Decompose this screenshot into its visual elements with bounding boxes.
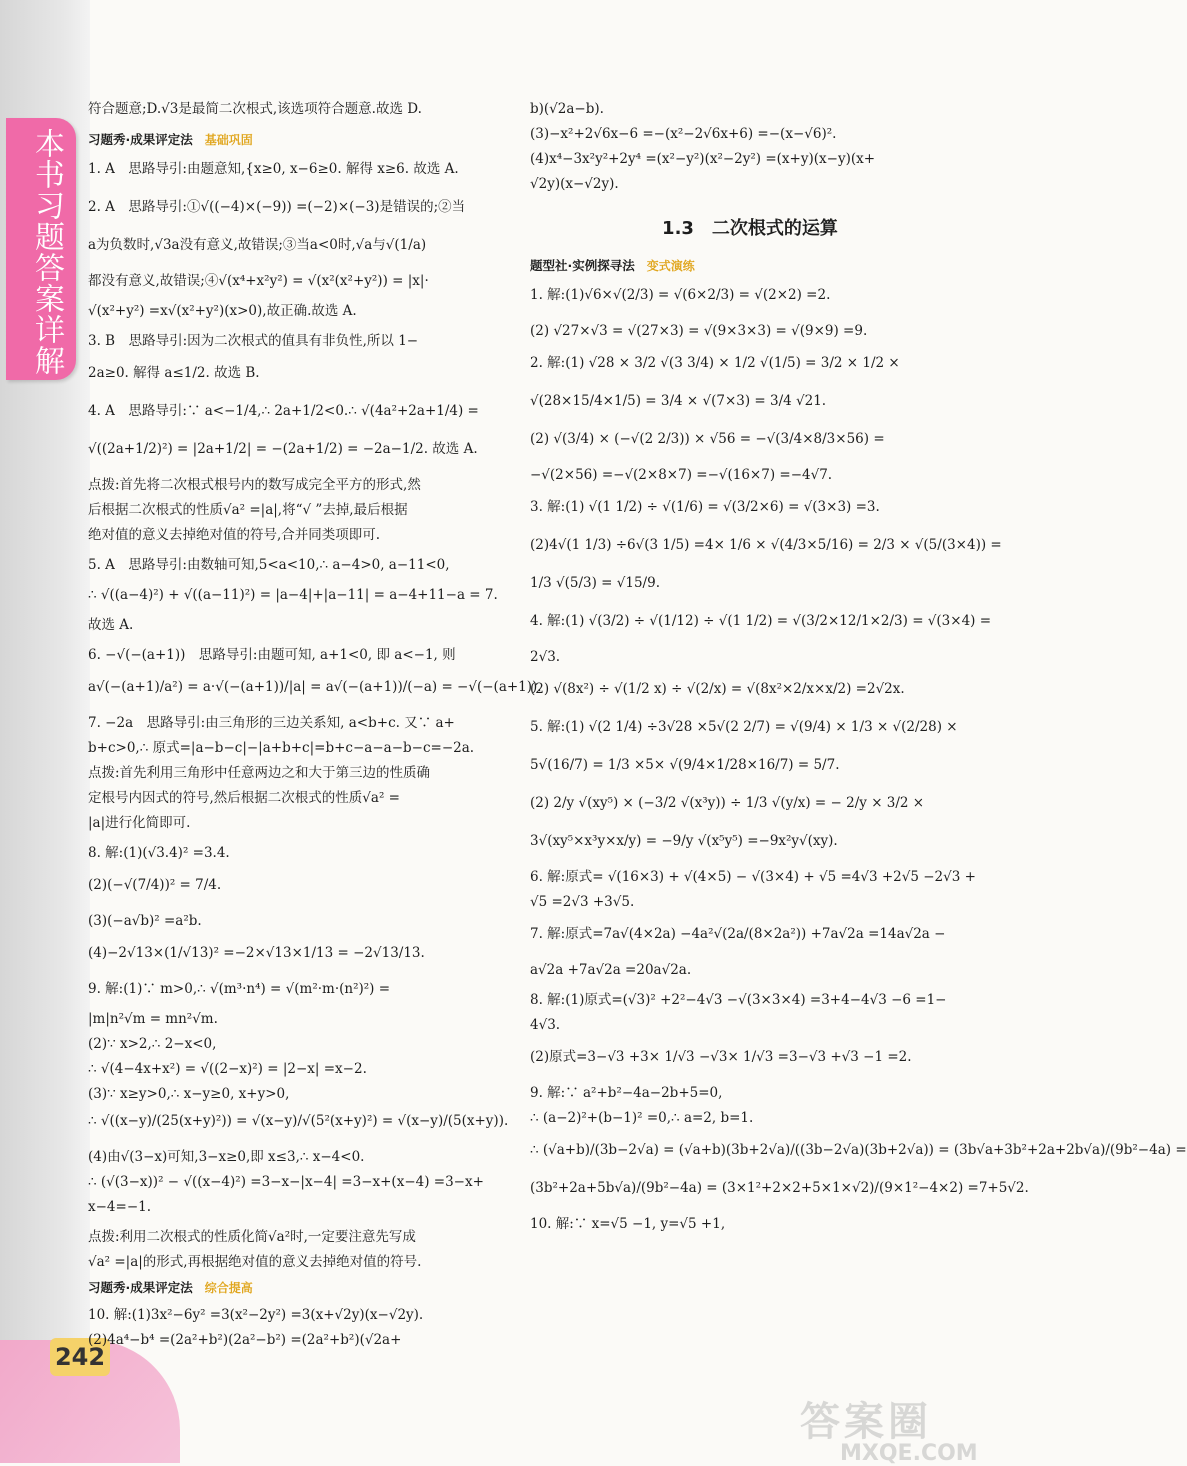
- tip-line: √a² =|a|的形式,再根据绝对值的意义去掉绝对值的符号.: [88, 1254, 422, 1270]
- tip-line: 点拨:利用二次根式的性质化简√a²时,一定要注意先写成: [88, 1229, 416, 1245]
- text-line: √2y)(x−√2y).: [530, 176, 619, 192]
- section-header-label: 习题秀·成果评定法: [88, 1280, 193, 1295]
- section-header: [88, 1278, 508, 1296]
- text-line: 4. 解:(1) √(3/2) ÷ √(1/12) ÷ √(1 1/2) = √(3/2×12/1×2/3) = √(3×4) =: [530, 613, 992, 629]
- text-line: (3)−x²+2√6x−6 =−(x²−2√6x+6) =−(x−√6)².: [530, 126, 837, 142]
- text-line: 3. 解:(1) √(1 1/2) ÷ √(1/6) = √(3/2×6) = √(3×3) =3.: [530, 499, 880, 515]
- text-line: √((2a+1/2)²) = |2a+1/2| = −(2a+1/2) = −2a−1/2. 故选 A.: [88, 441, 478, 457]
- text-line: √(28×15/4×1/5) = 3/4 × √(7×3) = 3/4 √21.: [530, 393, 827, 409]
- text-line: ∴ √((x−y)/(25(x+y)²)) = √(x−y)/√(5²(x+y)²) = √(x−y)/(5(x+y)).: [88, 1113, 509, 1129]
- text-line: 9. 解:∵ a²+b²−4a−2b+5=0,: [530, 1085, 723, 1101]
- sidebar-title: 本书习题答案详解: [29, 128, 64, 376]
- text-line: (2)4√(1 1/3) ÷6√(3 1/5) =4× 1/6 × √(4/3×5/16) = 2/3 × √(5/(3×4)) =: [530, 537, 1002, 553]
- tip-line: |a|进行化简即可.: [88, 815, 191, 831]
- text-line: 1/3 √(5/3) = √15/9.: [530, 575, 660, 591]
- text-line: (2) √(3/4) × (−√(2 2/3)) × √56 = −√(3/4×8/3×56) =: [530, 431, 885, 447]
- text-line: 3. B 思路导引:因为二次根式的值具有非负性,所以 1−: [88, 333, 419, 349]
- text-line: 5. 解:(1) √(2 1/4) ÷3√28 ×5√(2 2/7) = √(9/4) × 1/3 × √(2/28) ×: [530, 719, 958, 735]
- text-line: 8. 解:(1)(√3.4)² =3.4.: [88, 845, 230, 861]
- text-line: 符合题意;D.√3是最简二次根式,该选项符合题意.故选 D.: [88, 101, 422, 117]
- text-line: 10. 解:(1)3x²−6y² =3(x²−2y²) =3(x+√2y)(x−√2y).: [88, 1307, 424, 1323]
- text-line: (2) √27×√3 = √(27×3) = √(9×3×3) = √(9×9) =9.: [530, 323, 868, 339]
- watermark-line2: MXQE.COM: [840, 1441, 978, 1466]
- section-header-label: 题型社·实例探寻法: [530, 258, 635, 273]
- text-line: 6. −√(−(a+1)) 思路导引:由题可知, a+1<0, 即 a<−1, 则: [88, 647, 456, 663]
- text-line: 1. A 思路导引:由题意知,{x≥0, x−6≥0. 解得 x≥6. 故选 A.: [88, 161, 459, 177]
- section-tag: 综合提高: [204, 1281, 253, 1295]
- text-line: b)(√2a−b).: [530, 101, 604, 117]
- text-line: 8. 解:(1)原式=(√3)² +2²−4√3 −√(3×3×4) =3+4−4√3 −6 =1−: [530, 992, 947, 1008]
- text-line: 6. 解:原式= √(16×3) + √(4×5) − √(3×4) + √5 =4√3 +2√5 −2√3 +: [530, 869, 976, 885]
- section-header: [530, 256, 970, 274]
- text-line: (3)(−a√b)² =a²b.: [88, 913, 202, 929]
- text-line: −√(2×56) =−√(2×8×7) =−√(16×7) =−4√7.: [530, 467, 833, 483]
- text-line: (2) √(8x²) ÷ √(1/2 x) ÷ √(2/x) = √(8x²×2/x×x/2) =2√2x.: [530, 681, 905, 697]
- watermark-line1: 答案圈: [800, 1399, 932, 1445]
- left-column: [88, 100, 542, 1356]
- right-column: [530, 100, 1187, 1245]
- text-line: (4)x⁴−3x²y²+2y⁴ =(x²−y²)(x²−2y²) =(x+y)(x−y)(x+: [530, 151, 876, 167]
- watermark-logo: [800, 1390, 990, 1466]
- text-line: 2. 解:(1) √28 × 3/2 √(3 3/4) × 1/2 √(1/5) = 3/2 × 1/2 ×: [530, 355, 900, 371]
- text-line: a√(−(a+1)/a²) = a·√(−(a+1))/|a| = a√(−(a+1))/(−a) = −√(−(a+1)).: [88, 679, 542, 695]
- text-line: 5. A 思路导引:由数轴可知,5<a<10,∴ a−4>0, a−11<0,: [88, 557, 450, 573]
- text-line: √5 =2√3 +3√5.: [530, 894, 635, 910]
- text-line: ∴ (a−2)²+(b−1)² =0,∴ a=2, b=1.: [530, 1110, 754, 1126]
- text-line: 5√(16/7) = 1/3 ×5× √(9/4×1/28×16/7) = 5/7.: [530, 757, 840, 773]
- section-tag: 基础巩固: [204, 133, 253, 147]
- page-number: 242: [50, 1338, 110, 1376]
- section-title: 1.3 二次根式的运算: [662, 218, 838, 239]
- text-line: 3√(xy⁵×x³y×x/y) = −9/y √(x⁵y⁵) =−9x²y√(xy).: [530, 833, 838, 849]
- text-line: (2)原式=3−√3 +3× 1/√3 −√3× 1/√3 =3−√3 +√3 −1 =2.: [530, 1049, 912, 1065]
- text-line: 10. 解:∵ x=√5 −1, y=√5 +1,: [530, 1216, 726, 1232]
- text-line: 9. 解:(1)∵ m>0,∴ √(m³·n⁴) = √(m²·m·(n²)²) =: [88, 981, 391, 997]
- section-header-label: 习题秀·成果评定法: [88, 132, 193, 147]
- text-line: √(x²+y²) =x√(x²+y²)(x>0),故正确.故选 A.: [88, 303, 357, 319]
- text-line: 4√3.: [530, 1017, 561, 1033]
- text-line: 2√3.: [530, 649, 561, 665]
- tip-line: 定根号内因式的符号,然后根据二次根式的性质√a² =: [88, 790, 400, 806]
- section-tag: 变式演练: [646, 259, 695, 273]
- tip-line: 点拨:首先利用三角形中任意两边之和大于第三边的性质确: [88, 765, 431, 781]
- text-line: b+c>0,∴ 原式=|a−b−c|−|a+b+c|=b+c−a−a−b−c=−2a.: [88, 740, 475, 756]
- text-line: ∴ √((a−4)²) + √((a−11)²) = |a−4|+|a−11| = a−4+11−a = 7.: [88, 587, 498, 603]
- text-line: 都没有意义,故错误;④√(x⁴+x²y²) = √(x²(x²+y²)) = |x|·: [88, 273, 429, 289]
- text-line: ∴ (√a+b)/(3b−2√a) = (√a+b)(3b+2√a)/((3b−2√a)(3b+2√a)) = (3b√a+3b²+2a+2b√a)/(9b²−4a) =: [530, 1142, 1187, 1158]
- text-line: (3b²+2a+5b√a)/(9b²−4a) = (3×1²+2×2+5×1×√2)/(9×1²−4×2) =7+5√2.: [530, 1180, 1029, 1196]
- text-line: 故选 A.: [88, 617, 134, 633]
- text-line: 2a≥0. 解得 a≤1/2. 故选 B.: [88, 365, 260, 381]
- text-line: (4)−2√13×(1/√13)² =−2×√13×1/13 = −2√13/13.: [88, 945, 425, 961]
- text-line: (2)∵ x>2,∴ 2−x<0,: [88, 1036, 217, 1052]
- text-line: 1. 解:(1)√6×√(2/3) = √(6×2/3) = √(2×2) =2.: [530, 287, 831, 303]
- text-line: 2. A 思路导引:①√((−4)×(−9)) =(−2)×(−3)是错误的;②当: [88, 199, 466, 215]
- text-line: 4. A 思路导引:∵ a<−1/4,∴ 2a+1/2<0.∴ √(4a²+2a+1/4) =: [88, 403, 479, 419]
- tip-line: 点拨:首先将二次根式根号内的数写成完全平方的形式,然: [88, 477, 421, 493]
- text-line: (4)由√(3−x)可知,3−x≥0,即 x≤3,∴ x−4<0.: [88, 1149, 365, 1165]
- text-line: (2)(−√(7/4))² = 7/4.: [88, 877, 222, 893]
- text-line: (3)∵ x≥y>0,∴ x−y≥0, x+y>0,: [88, 1086, 290, 1102]
- text-line: x−4=−1.: [88, 1199, 152, 1215]
- tip-line: 后根据二次根式的性质√a² =|a|,将“√ ”去掉,最后根据: [88, 502, 408, 518]
- section-header: [88, 130, 508, 148]
- text-line: (2) 2/y √(xy⁵) × (−3/2 √(x³y)) ÷ 1/3 √(y/x) = − 2/y × 3/2 ×: [530, 795, 925, 811]
- text-line: ∴ (√(3−x))² − √((x−4)²) =3−x−|x−4| =3−x+(x−4) =3−x+: [88, 1174, 484, 1190]
- text-line: 7. −2a 思路导引:由三角形的三边关系知, a<b+c. 又∵ a+: [88, 715, 455, 731]
- text-line: 7. 解:原式=7a√(4×2a) −4a²√(2a/(8×2a²)) +7a√2a =14a√2a −: [530, 926, 946, 942]
- tip-line: 绝对值的意义去掉绝对值的符号,合并同类项即可.: [88, 527, 381, 543]
- text-line: |m|n²√m = mn²√m.: [88, 1011, 218, 1027]
- text-line: (2)4a⁴−b⁴ =(2a²+b²)(2a²−b²) =(2a²+b²)(√2a+: [88, 1332, 402, 1348]
- text-line: a为负数时,√3a没有意义,故错误;③当a<0时,√a与√(1/a): [88, 237, 427, 253]
- text-line: ∴ √(4−4x+x²) = √((2−x)²) = |2−x| =x−2.: [88, 1061, 367, 1077]
- text-line: a√2a +7a√2a =20a√2a.: [530, 962, 692, 978]
